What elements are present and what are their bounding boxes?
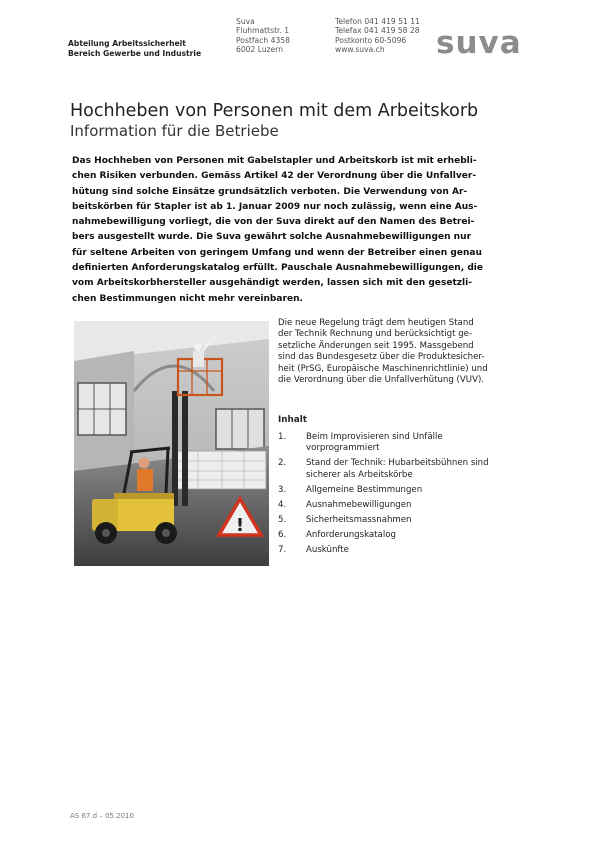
forklift-basket-photo	[74, 321, 269, 566]
intro-line: nahmebewilligung vorliegt, die von der Suva direkt auf den Namen des Betrei-	[72, 217, 475, 228]
side-line: sind das Bundesgesetz über die Produktesicher-	[278, 352, 485, 363]
side-line: setzliche Änderungen seit 1995. Massgebend	[278, 340, 474, 351]
toc-item-label	[306, 432, 528, 454]
suva-logo: suva	[436, 25, 522, 61]
intro-line: chen Bestimmungen nicht mehr vereinbaren.	[72, 293, 303, 304]
contact-postal-account: Postkonto 60-5096	[335, 35, 407, 45]
toc-item-line: Ausnahmebewilligungen	[306, 499, 412, 510]
address-line: Suva	[236, 17, 255, 26]
toc-item-label	[306, 458, 528, 480]
intro-line: definierten Anforderungskatalog erfüllt. Pauschale Ausnahmebewilligungen, die	[72, 263, 484, 274]
intro-line: Das Hochheben von Personen mit Gabelstapler und Arbeitskorb ist mit erhebli-	[72, 156, 477, 166]
side-line: die Verordnung über die Unfallverhütung (VUV).	[278, 375, 485, 386]
toc-item-label	[306, 515, 528, 526]
contact-website[interactable]: www.suva.ch	[335, 45, 385, 55]
toc-item-line: Beim Improvisieren sind Unfälle	[306, 432, 443, 442]
address-line: Postfach 4358	[236, 35, 290, 45]
toc-item-line: vorprogrammiert	[306, 443, 380, 454]
side-line: der Technik Rechnung und berücksichtigt ge-	[278, 329, 473, 340]
toc-item-number: 2.	[278, 458, 287, 469]
toc-item[interactable]	[278, 500, 528, 511]
contact-info	[335, 17, 420, 55]
toc-item-label	[306, 500, 528, 511]
address-line: 6002 Luzern	[236, 45, 284, 55]
postal-address	[236, 17, 290, 55]
toc-item-line: Sicherheitsmassnahmen	[306, 514, 412, 525]
document-subtitle: Information für die Betriebe	[70, 122, 279, 140]
intro-line: für seltene Arbeiten von geringem Umfang und wenn der Betreiber einen genau	[72, 247, 482, 258]
intro-line: beitskörben für Stapler ist ab 1. Januar 2009 nur noch zulässig, wenn eine Aus-	[72, 201, 478, 212]
toc-item-label	[306, 530, 528, 541]
intro-line: bers ausgestellt wurde. Die Suva gewährt solche Ausnahmebewilligungen nur	[72, 232, 472, 243]
toc-item-number: 5.	[278, 514, 287, 525]
document-title: Hochheben von Personen mit dem Arbeitskorb	[70, 101, 479, 121]
toc-item[interactable]	[278, 432, 528, 454]
intro-line: hütung sind solche Einsätze grundsätzlich verboten. Die Verwendung von Ar-	[72, 186, 468, 197]
intro-paragraph	[72, 154, 527, 307]
org-line-area: Bereich Gewerbe und Industrie	[68, 48, 202, 58]
toc-item[interactable]	[278, 458, 528, 480]
intro-line: chen Risiken verbunden. Gemäss Artikel 42 der Verordnung über die Unfallver-	[72, 171, 477, 182]
org-unit	[68, 39, 201, 58]
toc-item-line: sicherer als Arbeitskörbe	[306, 469, 413, 480]
svg-text:!: !	[235, 515, 245, 536]
address-line: Fluhmattstr. 1	[236, 26, 290, 36]
side-paragraph	[278, 318, 528, 386]
toc-item-number: 1.	[278, 432, 287, 442]
side-line: heit (PrSG, Europäische Maschinenrichtlinie) und	[278, 363, 488, 374]
toc-item-line: Auskünfte	[306, 544, 349, 555]
toc-item-number: 3.	[278, 484, 287, 495]
toc-item[interactable]	[278, 515, 528, 526]
contact-phone: Telefon 041 419 51 11	[335, 17, 420, 26]
toc-item[interactable]	[278, 530, 528, 541]
toc-item-number: 4.	[278, 499, 287, 510]
org-line-department: Abteilung Arbeitssicherheit	[68, 39, 186, 48]
toc-item-label	[306, 485, 528, 496]
toc-item[interactable]	[278, 485, 528, 496]
intro-line: vom Arbeitskorbhersteller ausgehändigt werden, lassen sich mit den gesetzli-	[72, 278, 473, 289]
toc-item-line: Stand der Technik: Hubarbeitsbühnen sind	[306, 458, 489, 469]
document-reference: AS 67.d – 05.2010	[70, 812, 134, 820]
toc-item[interactable]	[278, 545, 528, 556]
table-of-contents	[278, 432, 528, 560]
toc-item-label	[306, 545, 528, 556]
toc-item-line: Anforderungskatalog	[306, 529, 396, 540]
toc-item-number: 7.	[278, 544, 287, 555]
contact-fax: Telefax 041 419 58 28	[335, 26, 420, 36]
side-line: Die neue Regelung trägt dem heutigen Stand	[278, 318, 474, 328]
toc-heading: Inhalt	[278, 415, 307, 425]
toc-item-line: Allgemeine Bestimmungen	[306, 484, 423, 495]
toc-item-number: 6.	[278, 529, 287, 540]
